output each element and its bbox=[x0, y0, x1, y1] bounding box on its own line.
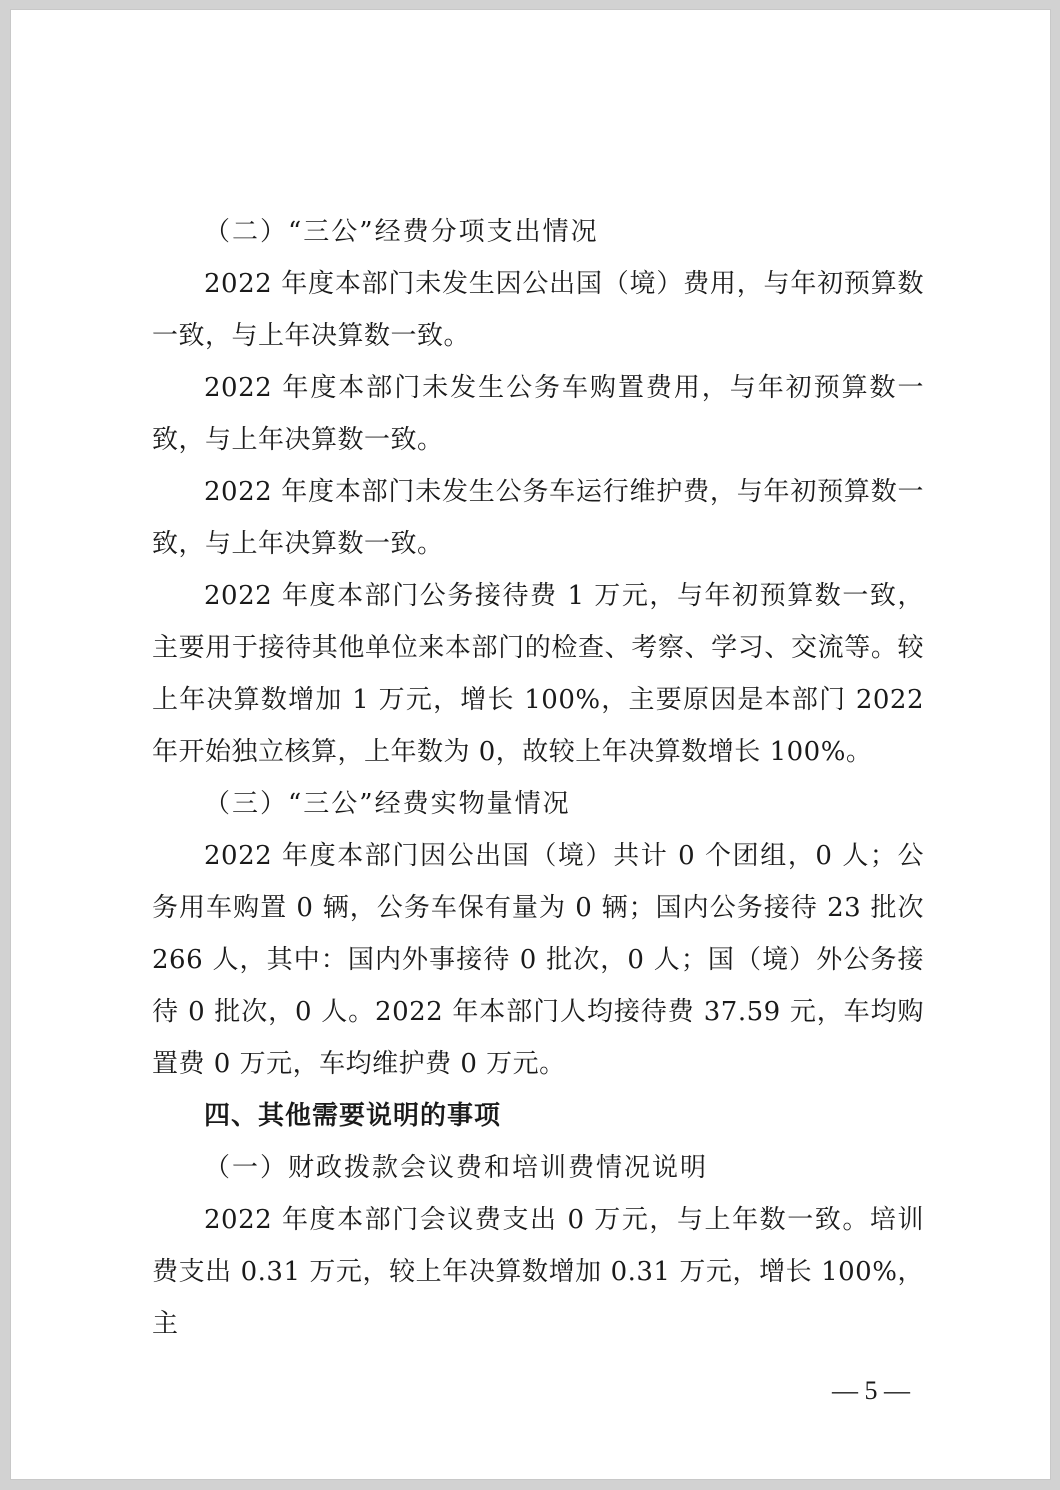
heading-three-public-physical: （三）“三公”经费实物量情况 bbox=[204, 789, 571, 819]
heading-other-matters: 四、其他需要说明的事项 bbox=[204, 1101, 502, 1131]
paragraph-overseas-travel: 2022 年度本部门未发生因公出国（境）费用，与年初预算数一致，与上年决算数一致。 bbox=[152, 269, 924, 351]
document-page bbox=[10, 9, 1051, 1480]
paragraph-vehicle-purchase: 2022 年度本部门未发生公务车购置费用，与年初预算数一致，与上年决算数一致。 bbox=[152, 373, 924, 455]
paragraph-reception-cost: 2022 年度本部门公务接待费 1 万元，与年初预算数一致，主要用于接待其他单位来本部门的检查、考察、学习、交流等。较上年决算数增加 1 万元，增长 100%，主要原因是本部门 2022 年开始独立核算，上年数为 0，故较上年决算数增长 100%。 bbox=[152, 581, 924, 767]
page-content bbox=[152, 206, 924, 1350]
paragraph-meeting-training-cost: 2022 年度本部门会议费支出 0 万元，与上年数一致。培训费支出 0.31 万元，较上年决算数增加 0.31 万元，增长 100%，主 bbox=[152, 1205, 924, 1339]
heading-three-public-itemized: （二）“三公”经费分项支出情况 bbox=[204, 217, 599, 247]
paragraph-vehicle-maintenance: 2022 年度本部门未发生公务车运行维护费，与年初预算数一致，与上年决算数一致。 bbox=[152, 477, 924, 559]
page-number: — 5 — bbox=[832, 1376, 910, 1405]
paragraph-physical-quantities: 2022 年度本部门因公出国（境）共计 0 个团组，0 人；公务用车购置 0 辆，公务车保有量为 0 辆；国内公务接待 23 批次 266 人，其中：国内外事接待 0 批次，0 人；国（境）外公务接待 0 批次，0 人。2022 年本部门人均接待费 37.59 元，车均购置费 0 万元，车均维护费 0 万元。 bbox=[152, 841, 924, 1079]
heading-meeting-training: （一）财政拨款会议费和培训费情况说明 bbox=[204, 1153, 709, 1183]
